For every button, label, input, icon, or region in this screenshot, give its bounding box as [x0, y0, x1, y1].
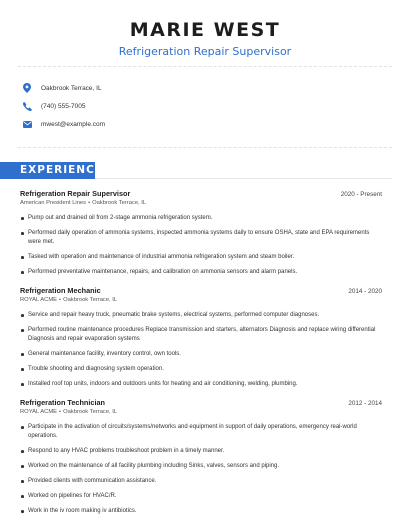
job-location: Oakbrook Terrace, IL [92, 200, 147, 206]
list-item: General maintenance facility, inventory control, own tools. [20, 350, 382, 359]
contact-location [22, 82, 105, 94]
experience-list [20, 189, 382, 525]
contact-email [22, 118, 105, 130]
job-company: American President Lines [20, 200, 87, 206]
list-item: Trouble shooting and diagnosing system operation. [20, 365, 382, 374]
job-entry: Refrigeration Technician 2012 - 2014 ROYAL ACME • Oakbrook Terrace, IL Participate in the activation of circuits/systems/networks and equipment in support of daily operations, emergency real-world operations. Respond to any HVAC problems troubleshoot problem in a timely manner. Worked on the maintenance of all facility plumbing including Sinks, valves, sensors and piping. Provided clients with communication assistance. Worked on pipelines for HVAC/R. Work in the iv room making iv antibiotics. [20, 398, 382, 514]
list-item: Provided clients with communication assistance. [20, 477, 382, 486]
candidate-title: Refrigeration Repair Supervisor [118, 45, 292, 58]
location-text: Oakbrook Terrace, IL [41, 84, 102, 92]
job-entry: Refrigeration Mechanic 2014 - 2020 ROYAL ACME • Oakbrook Terrace, IL Service and repair heavy truck, pneumatic brake systems, electrical systems, performed computer diagnoses. Performed routine maintenance procedures Replace transmission and starters, alternators Diagnosis and replace wiring differential Diagnosis and repair evaporation systems General maintenance facility, inventory control, own tools. Trouble shooting and diagnosing system operation. Installed roof top units, indoors and outdoors units for heating and air conditioning, welding, plumbing. [20, 286, 382, 387]
job-location: Oakbrook Terrace, IL [63, 409, 118, 415]
job-dates: 2014 - 2020 [348, 288, 382, 295]
list-item: Performed routine maintenance procedures Replace transmission and starters, alternators Diagnosis and replace wiring differential Diagnosis and repair evaporation systems [20, 326, 382, 344]
list-item: Performed daily operation of ammonia systems, inspected ammonia systems daily to ensure OSHA, state and EPA requirements were met. [20, 229, 382, 247]
job-bullets [20, 311, 382, 389]
resume-header [0, 0, 410, 59]
header-divider [18, 66, 392, 67]
list-item: Respond to any HVAC problems troubleshoot problem in a timely manner. [20, 447, 382, 456]
job-location: Oakbrook Terrace, IL [63, 297, 118, 303]
candidate-name: MARIE WEST [129, 19, 281, 41]
job-dates: 2020 - Present [340, 191, 382, 198]
job-title: Refrigeration Technician [20, 398, 106, 407]
job-dates: 2012 - 2014 [348, 400, 382, 407]
job-entry: Refrigeration Repair Supervisor 2020 - Present American President Lines • Oakbrook Terrace, IL Pump out and drained oil from 2-stage ammonia refrigeration system. Performed daily operation of ammonia systems, inspected ammonia systems daily to ensure OSHA, state and EPA requirements were met. Tasked with operation and maintenance of industrial ammonia refrigeration system and steam boiler. Performed preventative maintenance, repairs, and calibration on ammonia sensors and alarm panels. [20, 189, 382, 275]
experience-heading: EXPERIENCE [20, 164, 103, 176]
job-company: ROYAL ACME [20, 409, 58, 415]
list-item: Tasked with operation and maintenance of industrial ammonia refrigeration system and steam boiler. [20, 253, 382, 262]
envelope-icon [22, 119, 32, 129]
list-item: Worked on the maintenance of all facility plumbing including Sinks, valves, sensors and piping. [20, 462, 382, 471]
job-title: Refrigeration Mechanic [20, 286, 101, 295]
contact-info [22, 82, 105, 136]
email-text: mwest@example.com [41, 120, 106, 128]
job-bullets [20, 214, 382, 277]
list-item: Participate in the activation of circuits/systems/networks and equipment in support of daily operations, emergency real-world operations. [20, 423, 382, 441]
list-item: Worked on pipelines for HVAC/R. [20, 492, 382, 501]
job-company: ROYAL ACME [20, 297, 58, 303]
phone-text: (740) 555-7005 [41, 102, 86, 110]
contact-divider [18, 147, 392, 148]
list-item: Service and repair heavy truck, pneumatic brake systems, electrical systems, performed computer diagnoses. [20, 311, 382, 320]
phone-icon [22, 101, 32, 111]
contact-phone [22, 100, 105, 112]
map-pin-icon [22, 83, 32, 93]
list-item: Pump out and drained oil from 2-stage ammonia refrigeration system. [20, 214, 382, 223]
job-title: Refrigeration Repair Supervisor [20, 189, 131, 198]
list-item: Performed preventative maintenance, repairs, and calibration on ammonia sensors and alarm panels. [20, 268, 382, 277]
job-bullets [20, 423, 382, 516]
list-item: Installed roof top units, indoors and outdoors units for heating and air conditioning, welding, plumbing. [20, 380, 382, 389]
list-item: Work in the iv room making iv antibiotics. [20, 507, 382, 516]
section-rule [95, 178, 392, 179]
